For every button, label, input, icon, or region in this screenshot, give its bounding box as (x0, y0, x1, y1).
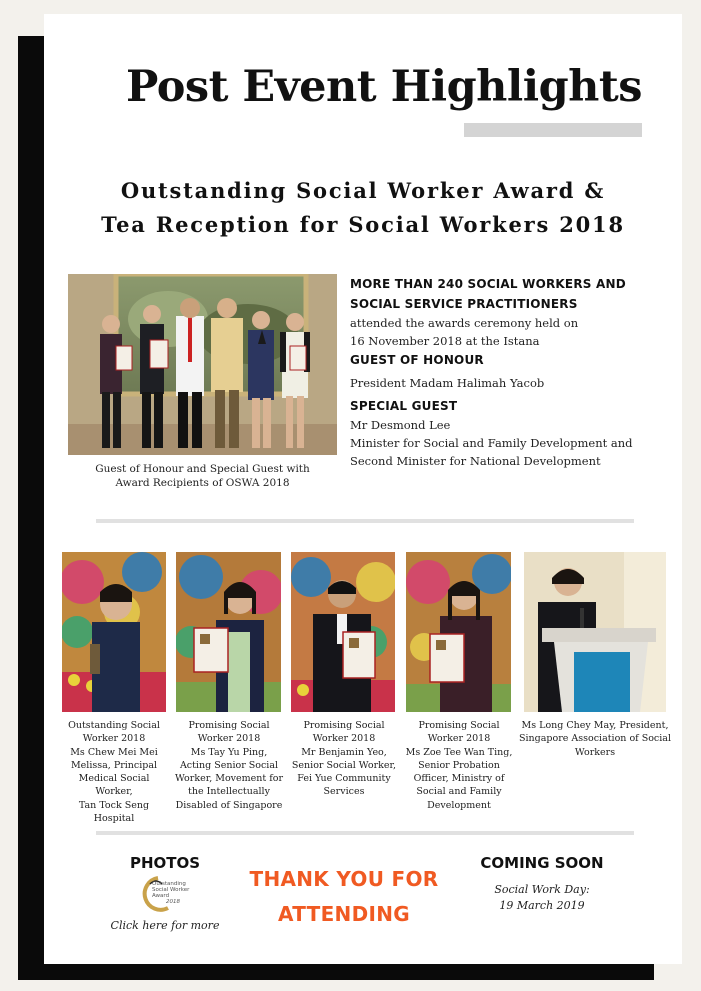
attendance-heading-line2: SOCIAL SERVICE PRACTITIONERS (350, 297, 578, 311)
oswa-logo-year: 2018 (166, 899, 180, 905)
recipient-caption: Promising Social Worker 2018 Ms Zoe Tee Wan Ting, Senior Probation Officer, Ministry of Social and Family Development (405, 720, 513, 811)
speaker-photo-image (524, 552, 666, 712)
recipient-photo (406, 552, 511, 712)
document-page (44, 14, 682, 964)
photos-section (100, 854, 230, 934)
thank-you-line1: THANK YOU FOR (249, 867, 439, 891)
coming-soon-section (472, 854, 612, 914)
special-guest-heading: SPECIAL GUEST (350, 399, 458, 413)
event-subtitle-line1: Outstanding Social Worker Award & (120, 178, 606, 203)
page-title: Post Event Highlights (126, 62, 642, 112)
recipient-photo (62, 552, 166, 712)
group-photo (68, 274, 337, 455)
speaker-photo (524, 552, 666, 712)
section-divider-bottom (96, 831, 634, 835)
oswa-logo-line1: Outstanding (152, 881, 186, 887)
coming-soon-line1: Social Work Day: (494, 883, 590, 896)
recipient-caption: Promising Social Worker 2018 Mr Benjamin Yeo, Senior Social Worker, Fei Yue Community Services (291, 720, 397, 798)
recipient-photo-image (176, 552, 281, 712)
attendance-text-line2: 16 November 2018 at the Istana (350, 334, 540, 348)
attendance-heading-line1: MORE THAN 240 SOCIAL WORKERS AND (350, 277, 626, 291)
recipient-caption: Outstanding Social Worker 2018 Ms Chew Mei Mei Melissa, Principal Medical Social Worker, Tan Tock Seng Hospital (68, 720, 160, 825)
photos-link[interactable]: Click here for more (110, 919, 220, 932)
group-photo-caption-line2: Award Recipients of OSWA 2018 (115, 477, 290, 489)
guest-of-honour-heading: GUEST OF HONOUR (350, 353, 484, 367)
coming-soon-heading: COMING SOON (480, 854, 604, 872)
title-underline-bar (464, 123, 642, 137)
photos-heading: PHOTOS (129, 854, 201, 872)
oswa-logo-line3: Award (152, 893, 170, 899)
recipient-photo-image (291, 552, 395, 712)
coming-soon-line2: 19 March 2019 (499, 899, 585, 912)
oswa-logo-line2: Social Worker (152, 887, 190, 893)
attendance-text-line1: attended the awards ceremony held on (350, 316, 579, 330)
recipient-caption: Promising Social Worker 2018 Ms Tay Yu Ping, Acting Senior Social Worker, Movement for the Intellectually Disabled of Singapore (174, 720, 284, 811)
speaker-caption: Ms Long Chey May, President, Singapore Association of Social Workers (518, 720, 671, 758)
oswa-logo[interactable] (130, 874, 200, 916)
special-guest-role-line2: Second Minister for National Development (350, 454, 601, 468)
event-subtitle-line2: Tea Reception for Social Workers 2018 (101, 212, 625, 237)
guest-of-honour-name: President Madam Halimah Yacob (350, 376, 545, 390)
thank-you-message (234, 862, 454, 932)
event-subtitle (44, 174, 682, 242)
recipient-photo-image (62, 552, 166, 712)
special-guest-role-line1: Minister for Social and Family Development and (350, 436, 633, 450)
event-info (350, 274, 670, 470)
recipient-photo-image (406, 552, 511, 712)
group-photo-caption-line1: Guest of Honour and Special Guest with (95, 463, 310, 475)
recipient-photo (176, 552, 281, 712)
group-photo-image (68, 274, 337, 455)
section-divider-top (96, 519, 634, 523)
recipient-photo (291, 552, 395, 712)
special-guest-name: Mr Desmond Lee (350, 418, 451, 432)
thank-you-line2: ATTENDING (278, 902, 410, 926)
group-photo-caption (68, 462, 337, 490)
